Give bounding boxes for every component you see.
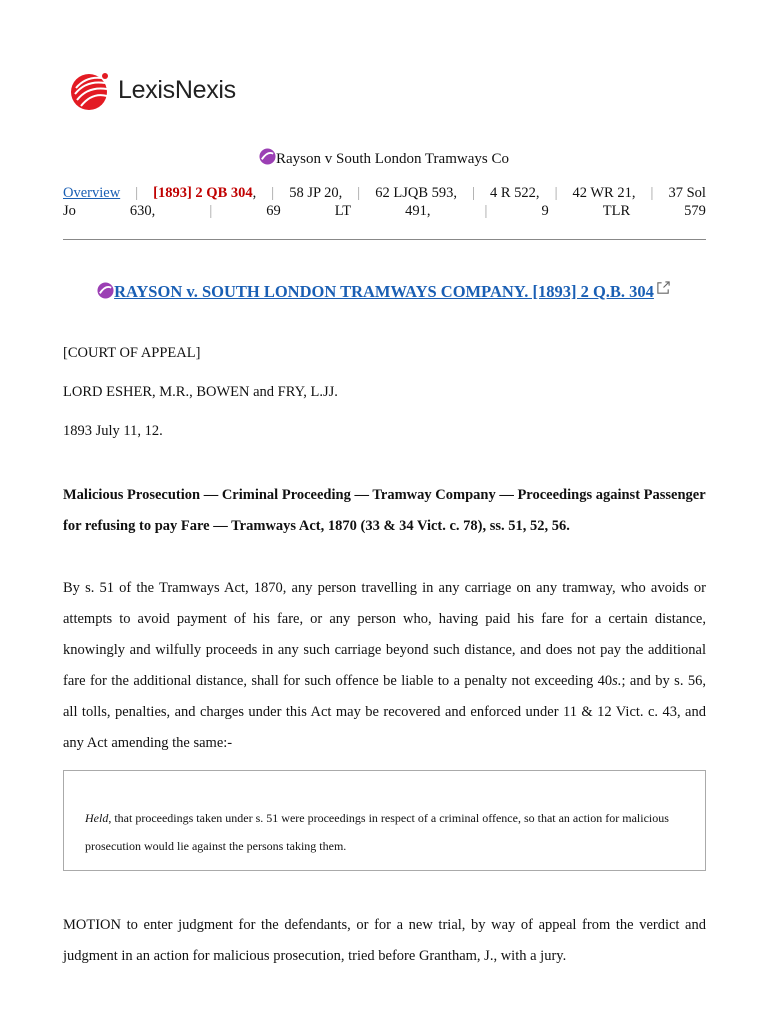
badge-icon (97, 282, 114, 299)
citation-item: Jo (63, 203, 76, 219)
citation-item: 37 Sol (668, 185, 706, 201)
citations-row-1 (63, 184, 706, 202)
separator: | (484, 203, 488, 219)
citation-item: 579 (684, 203, 706, 219)
document-title (0, 148, 768, 168)
lexisnexis-logo-icon (68, 68, 112, 112)
case-title-link[interactable]: RAYSON v. SOUTH LONDON TRAMWAYS COMPANY. [1893] 2 Q.B. 304 (114, 282, 654, 301)
divider (63, 239, 706, 240)
citation-item: 4 R 522, (489, 185, 540, 201)
case-heading (0, 280, 768, 302)
hearing-date: 1893 July 11, 12. (63, 423, 163, 439)
main-citation: [1893] 2 QB 304, (153, 185, 257, 201)
held-box (63, 770, 706, 871)
external-link-icon[interactable] (656, 280, 671, 295)
court-name: [COURT OF APPEAL] (63, 345, 201, 361)
citation-item: LT (334, 203, 352, 219)
citation-item: 42 WR 21, (572, 185, 636, 201)
citation-item: 630, (129, 203, 156, 219)
separator: | (650, 185, 654, 201)
separator: | (271, 185, 275, 201)
badge-icon (259, 148, 276, 165)
brand-logo[interactable] (68, 68, 236, 112)
separator: | (472, 185, 475, 201)
motion-paragraph: MOTION to enter judgment for the defendants, or for a new trial, by way of appeal from the verdict and judgment in an action for malicious prosecution, tried before Grantham, J., with a jury. (63, 917, 706, 964)
brand-name: LexisNexis (118, 75, 236, 104)
judges: LORD ESHER, M.R., BOWEN and FRY, L.JJ. (63, 384, 338, 400)
citation-item: 9 (541, 203, 549, 219)
separator: | (554, 185, 558, 201)
separator: | (357, 185, 361, 201)
citations-bar (63, 184, 706, 220)
held-text: Held, that proceedings taken under s. 51 were proceedings in respect of a criminal offence, so that an action for malicious prosecution would lie against the persons taking them. (85, 811, 669, 853)
separator: | (209, 203, 213, 219)
citations-row-2 (63, 202, 706, 220)
citation-item: 491, (405, 203, 431, 219)
headnote: Malicious Prosecution — Criminal Proceeding — Tramway Company — Proceedings against Passenger for refusing to pay Fare — Tramways Act, 1870 (33 & 34 Vict. c. 78), ss. 51, 52, 56. (63, 487, 706, 534)
citation-item: 69 (266, 203, 281, 219)
overview-link[interactable]: Overview (63, 185, 121, 201)
document-short-title: Rayson v South London Tramways Co (276, 151, 509, 167)
citation-item: TLR (602, 203, 631, 219)
separator: | (135, 185, 139, 201)
citation-item: 58 JP 20, (289, 185, 343, 201)
body-paragraph: By s. 51 of the Tramways Act, 1870, any person travelling in any carriage on any tramway, who avoids or attempts to avoid payment of his fare, or any person who, having paid his fare for a certain distance, knowingly and wilfully proceeds in any such carriage beyond such distance, and does not pay the additional fare for the additional distance, shall for such offence be liable to a penalty not exceeding 40s.; and by s. 56, all tolls, penalties, and charges under this Act may be recovered and enforced under 11 & 12 Vict. c. 43, and any Act amending the same:- (63, 580, 706, 751)
citation-item: 62 LJQB 593, (375, 185, 458, 201)
